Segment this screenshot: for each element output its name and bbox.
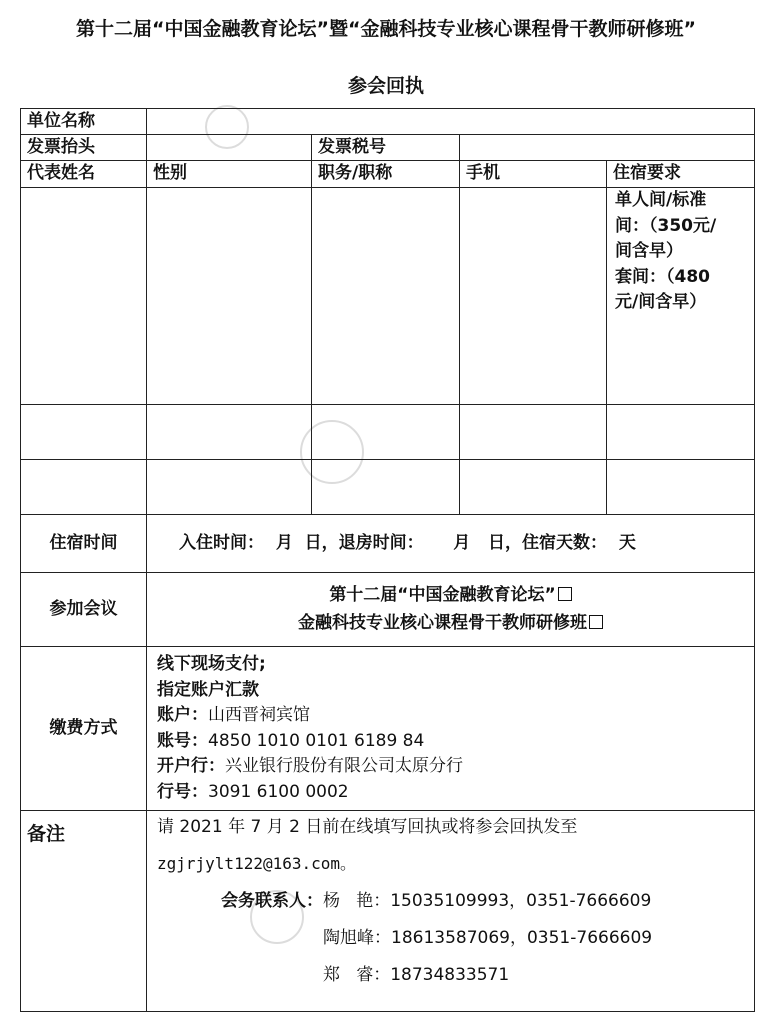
invoice-title-field[interactable] — [147, 135, 312, 161]
attendee-gender-field[interactable] — [147, 405, 312, 460]
attendee-position-field[interactable] — [312, 460, 460, 515]
bank-code-value: 3091 6100 0002 — [208, 781, 349, 802]
row-unit-name — [21, 109, 755, 135]
lodging-option-text: 套间：（480 — [615, 266, 710, 287]
meeting-options-cell — [147, 573, 755, 647]
meeting-label: 参加会议 — [21, 573, 147, 647]
bank-line — [157, 754, 748, 780]
attendee-row — [21, 460, 755, 515]
lodging-option-text: 间：（350元/ — [615, 215, 717, 236]
attendee-name-field[interactable] — [21, 405, 147, 460]
attendee-gender-field[interactable] — [147, 188, 312, 405]
attendee-position-field[interactable] — [312, 405, 460, 460]
meeting-option-workshop-label: 金融科技专业核心课程骨干教师研修班 — [298, 612, 587, 633]
document-title: 第十二届“中国金融教育论坛”暨“金融科技专业核心课程骨干教师研修班” — [76, 18, 696, 40]
document-subtitle: 参会回执 — [347, 75, 424, 97]
payment-label: 缴费方式 — [21, 647, 147, 811]
row-remarks — [21, 811, 755, 1012]
bank-label: 开户行： — [157, 756, 225, 776]
meeting-option-forum-label: 第十二届“中国金融教育论坛” — [329, 585, 556, 606]
contact-person: 陶旭峰：18613587069，0351-7666609 — [323, 928, 653, 948]
remarks-content — [147, 811, 755, 1012]
tax-number-label: 发票税号 — [312, 135, 460, 161]
account-name-label: 账户： — [157, 705, 208, 725]
col-header-phone: 手机 — [460, 161, 607, 188]
lodging-option-text: 间含早） — [615, 241, 683, 261]
attendee-name-field[interactable] — [21, 188, 147, 405]
checkbox-forum[interactable] — [558, 587, 572, 601]
contact-label: 会务联系人： — [221, 891, 323, 911]
attendee-row — [21, 188, 755, 405]
contact-person: 杨 艳：15035109993，0351-7666609 — [323, 891, 652, 911]
lodging-options-cell[interactable] — [607, 188, 755, 405]
stay-time-label: 住宿时间 — [21, 515, 147, 573]
account-name-line — [157, 703, 748, 729]
meeting-option-forum[interactable] — [153, 582, 748, 609]
row-invoice — [21, 135, 755, 161]
payment-details-cell — [147, 647, 755, 811]
attendee-gender-field[interactable] — [147, 460, 312, 515]
registration-form — [20, 108, 754, 1012]
checkbox-workshop[interactable] — [589, 615, 603, 629]
invoice-title-label: 发票抬头 — [21, 135, 147, 161]
payment-option-transfer: 指定账户汇款 — [157, 679, 259, 700]
account-no-line — [157, 729, 748, 755]
col-header-lodging: 住宿要求 — [607, 161, 755, 188]
attendee-phone-field[interactable] — [460, 460, 607, 515]
contact-row — [157, 891, 748, 928]
row-stay-time — [21, 515, 755, 573]
col-header-name: 代表姓名 — [21, 161, 147, 188]
col-header-position: 职务/职称 — [312, 161, 460, 188]
remarks-instruction: 请 2021 年 7 月 2 日前在线填写回执或将参会回执发至 — [157, 817, 578, 837]
lodging-option-text: 单人间/标准 — [615, 190, 707, 210]
row-payment — [21, 647, 755, 811]
attendee-position-field[interactable] — [312, 188, 460, 405]
lodging-option-text: 元/间含早） — [615, 292, 707, 312]
attendee-lodging-field[interactable] — [607, 460, 755, 515]
bank-code-line — [157, 780, 748, 806]
bank-value: 兴业银行股份有限公司太原分行 — [225, 756, 463, 776]
payment-option-onsite: 线下现场支付; — [157, 654, 266, 674]
account-no-label: 账号： — [157, 730, 208, 751]
remarks-label: 备注 — [21, 811, 147, 1012]
attendee-lodging-field[interactable] — [607, 405, 755, 460]
form-table — [20, 108, 755, 1012]
bank-code-label: 行号： — [157, 781, 208, 802]
attendee-phone-field[interactable] — [460, 405, 607, 460]
row-meeting — [21, 573, 755, 647]
attendee-phone-field[interactable] — [460, 188, 607, 405]
attendee-name-field[interactable] — [21, 460, 147, 515]
account-no-value: 4850 1010 0101 6189 84 — [208, 730, 425, 751]
tax-number-field[interactable] — [460, 135, 755, 161]
meeting-option-workshop[interactable] — [153, 610, 748, 637]
account-name-value: 山西晋祠宾馆 — [208, 705, 310, 725]
attendee-row — [21, 405, 755, 460]
remarks-email[interactable]: zgjrjylt122@163.com。 — [157, 854, 357, 873]
unit-name-field[interactable] — [147, 109, 755, 135]
unit-name-label: 单位名称 — [21, 109, 147, 135]
row-attendee-headers — [21, 161, 755, 188]
contact-person: 郑 睿：18734833571 — [323, 965, 510, 985]
stay-time-text[interactable]: 入住时间： 月 日，退房时间： 月 日，住宿天数： 天 — [147, 515, 755, 573]
col-header-gender: 性别 — [147, 161, 312, 188]
